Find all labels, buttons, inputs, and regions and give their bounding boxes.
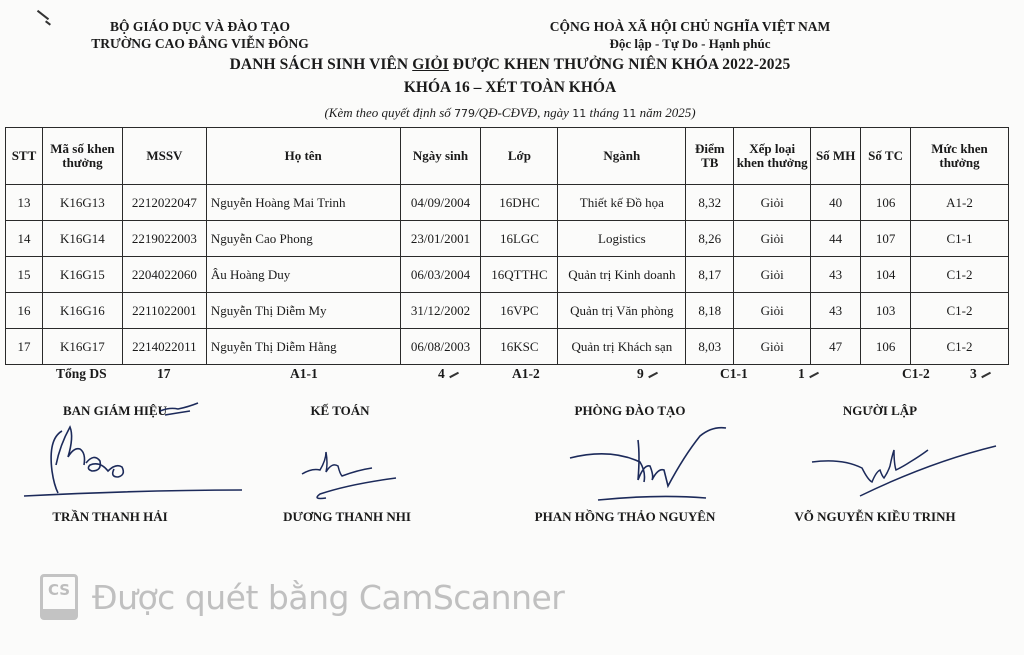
total-count: 17 (157, 366, 171, 381)
ministry-name: BỘ GIÁO DỤC VÀ ĐÀO TẠO (110, 19, 290, 34)
cell-gpa: 8,17 (686, 257, 734, 293)
document-subtitle: KHÓA 16 – XÉT TOÀN KHÓA (403, 79, 617, 96)
signature-board (0, 395, 260, 505)
institution-header (60, 18, 340, 52)
cell-rank: Giỏi (734, 185, 811, 221)
cell-student-id: 2204022060 (122, 257, 206, 293)
cell-stt: 15 (6, 257, 43, 293)
col-header: Ngành (558, 128, 686, 185)
col-header: Điểm TB (686, 128, 734, 185)
cell-award-code: K16G16 (42, 293, 122, 329)
decision-reference: (Kèm theo quyết định số 779/QĐ-CĐVĐ, ngày 11 tháng 11 năm 2025) (324, 105, 696, 120)
col-header: Số MH (811, 128, 861, 185)
table-row (6, 329, 1009, 365)
cell-award-level: C1-1 (911, 221, 1009, 257)
col-header: Mã số khen thưởng (42, 128, 122, 185)
cell-award-level: C1-2 (911, 329, 1009, 365)
cell-birth-date: 06/08/2003 (400, 329, 481, 365)
table-header-row (6, 128, 1009, 185)
cell-credits: 106 (861, 185, 911, 221)
document-title: DANH SÁCH SINH VIÊN GIỎI ĐƯỢC KHEN THƯỞNG NIÊN KHÓA 2022-2025 (229, 56, 791, 73)
cell-full-name: Nguyễn Thị Diễm My (206, 293, 400, 329)
cell-credits: 104 (861, 257, 911, 293)
pen-mark (37, 10, 49, 20)
cell-gpa: 8,32 (686, 185, 734, 221)
cell-rank: Giỏi (734, 221, 811, 257)
cell-award-level: C1-2 (911, 293, 1009, 329)
national-header (530, 18, 850, 52)
cell-class: 16DHC (481, 185, 558, 221)
cell-stt: 17 (6, 329, 43, 365)
table-row (6, 185, 1009, 221)
decision-number: 779 (454, 107, 476, 120)
camscanner-logo-icon: CS (40, 574, 78, 620)
cell-major: Quản trị Khách sạn (558, 329, 686, 365)
col-header: Ngày sinh (400, 128, 481, 185)
col-header: Số TC (861, 128, 911, 185)
signatory-title-accounting: KẾ TOÁN (310, 403, 370, 418)
cell-subjects: 43 (811, 257, 861, 293)
cell-award-level: C1-2 (911, 257, 1009, 293)
cell-student-id: 2219022003 (122, 221, 206, 257)
cell-subjects: 40 (811, 185, 861, 221)
signature-preparer (800, 430, 1000, 500)
cell-award-level: A1-2 (911, 185, 1009, 221)
cell-class: 16VPC (481, 293, 558, 329)
cell-birth-date: 23/01/2001 (400, 221, 481, 257)
cell-major: Quản trị Kinh doanh (558, 257, 686, 293)
signatory-title-board: BAN GIÁM HIỆU (62, 403, 167, 418)
total-label: Tổng DS (56, 366, 107, 381)
cell-subjects: 47 (811, 329, 861, 365)
col-header: Lớp (481, 128, 558, 185)
cell-credits: 106 (861, 329, 911, 365)
cell-stt: 16 (6, 293, 43, 329)
c1-1-count: 1 (798, 366, 819, 382)
national-title: CỘNG HOÀ XÃ HỘI CHỦ NGHĨA VIỆT NAM (549, 19, 831, 34)
cell-credits: 107 (861, 221, 911, 257)
signatory-title-training: PHÒNG ĐÀO TẠO (574, 403, 686, 418)
cell-full-name: Nguyễn Thị Diễm Hằng (206, 329, 400, 365)
col-header: MSSV (122, 128, 206, 185)
cell-student-id: 2211022001 (122, 293, 206, 329)
cell-award-code: K16G15 (42, 257, 122, 293)
a1-1-label: A1-1 (290, 366, 318, 381)
cell-major: Quản trị Văn phòng (558, 293, 686, 329)
a1-2-label: A1-2 (512, 366, 540, 381)
c1-2-label: C1-2 (902, 366, 930, 381)
cell-class: 16QTTHC (481, 257, 558, 293)
cell-subjects: 44 (811, 221, 861, 257)
camscanner-watermark (40, 574, 564, 620)
cell-rank: Giỏi (734, 329, 811, 365)
col-header: Xếp loại khen thưởng (734, 128, 811, 185)
a1-2-count: 9 (637, 366, 658, 382)
a1-1-count: 4 (438, 366, 459, 382)
cell-student-id: 2214022011 (122, 329, 206, 365)
signature-accounting (290, 440, 410, 500)
cell-award-code: K16G17 (42, 329, 122, 365)
cell-student-id: 2212022047 (122, 185, 206, 221)
pen-mark (45, 20, 51, 25)
cell-gpa: 8,26 (686, 221, 734, 257)
cell-gpa: 8,18 (686, 293, 734, 329)
cell-rank: Giỏi (734, 293, 811, 329)
decision-month: 11 (622, 107, 637, 120)
cell-class: 16KSC (481, 329, 558, 365)
signatory-name-accounting: DƯƠNG THANH NHI (283, 509, 411, 524)
cell-award-code: K16G13 (42, 185, 122, 221)
cell-full-name: Nguyễn Cao Phong (206, 221, 400, 257)
title-emphasis: GIỎI (412, 56, 449, 73)
c1-1-label: C1-1 (720, 366, 748, 381)
school-name: TRƯỜNG CAO ĐẲNG VIỄN ĐÔNG (91, 36, 309, 51)
cell-birth-date: 31/12/2002 (400, 293, 481, 329)
c1-2-count: 3 (970, 366, 991, 382)
table-row (6, 221, 1009, 257)
cell-credits: 103 (861, 293, 911, 329)
col-header: STT (6, 128, 43, 185)
table-row (6, 293, 1009, 329)
cell-birth-date: 04/09/2004 (400, 185, 481, 221)
cell-award-code: K16G14 (42, 221, 122, 257)
cell-stt: 14 (6, 221, 43, 257)
signatory-name-board: TRẦN THANH HẢI (52, 509, 168, 524)
cell-subjects: 43 (811, 293, 861, 329)
cell-birth-date: 06/03/2004 (400, 257, 481, 293)
cell-major: Logistics (558, 221, 686, 257)
watermark-text: Được quét bằng CamScanner (92, 577, 565, 617)
cell-rank: Giỏi (734, 257, 811, 293)
cell-full-name: Âu Hoàng Duy (206, 257, 400, 293)
cell-gpa: 8,03 (686, 329, 734, 365)
col-header: Mức khen thưởng (911, 128, 1009, 185)
decision-day: 11 (572, 107, 587, 120)
cell-major: Thiết kế Đồ họa (558, 185, 686, 221)
national-motto: Độc lập - Tự Do - Hạnh phúc (609, 36, 771, 51)
cell-class: 16LGC (481, 221, 558, 257)
cell-stt: 13 (6, 185, 43, 221)
col-header: Họ tên (206, 128, 400, 185)
signatory-name-preparer: VÕ NGUYỄN KIỀU TRINH (794, 509, 956, 524)
signature-training (560, 410, 730, 500)
table-row (6, 257, 1009, 293)
signatory-title-preparer: NGƯỜI LẬP (842, 403, 918, 418)
cell-full-name: Nguyễn Hoàng Mai Trinh (206, 185, 400, 221)
student-award-table (5, 127, 1009, 365)
signatory-name-training: PHAN HỒNG THẢO NGUYÊN (534, 509, 716, 524)
